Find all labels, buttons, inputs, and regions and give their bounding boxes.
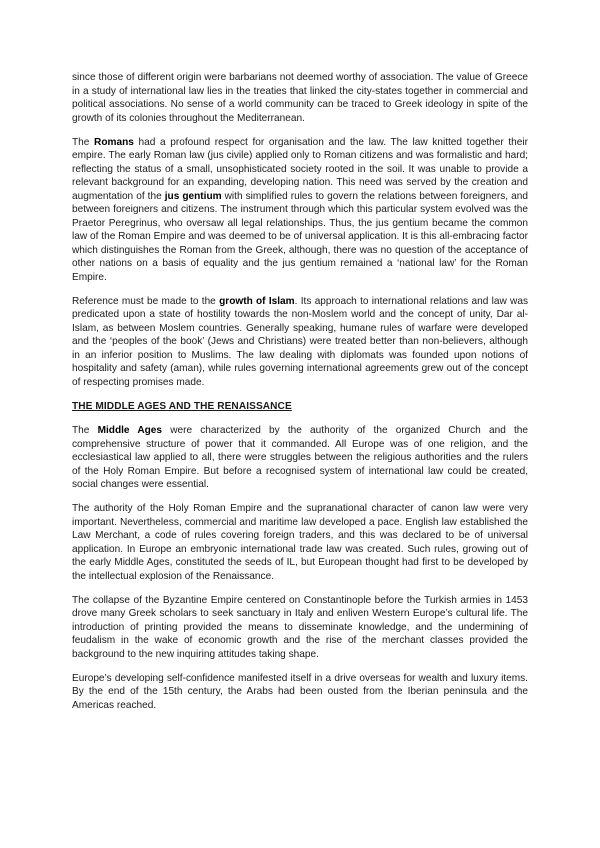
paragraph-europe-expansion: Europe’s developing self-confidence manifested itself in a drive overseas for wealth and luxury items. By the end of the 15th century, the Arabs had been ousted from the Iberian peninsula and the Americas reached.	[72, 672, 528, 711]
paragraph-holy-roman-empire: The authority of the Holy Roman Empire and the supranational character of canon law were very important. Nevertheless, commercial and maritime law developed a pace. English law established the Law Merchant, a code of rules covering foreign traders, and this was declared to be of universal application. In Europe an embryonic international trade law was created. Such rules, growing out of the early Middle Ages, constituted the seeds of IL, but European thought had first to be developed by the intellectual explosion of the Renaissance.	[72, 503, 528, 582]
bold-term-jus-gentium: jus gentium	[164, 190, 222, 202]
paragraph-greece: since those of different origin were barbarians not deemed worthy of association. The value of Greece in a study of international law lies in the treaties that linked the city-states together in commercial and political associations. No sense of a world community can be traced to Greek ideology in spite of the growth of its colonies throughout the Mediterranean.	[72, 72, 528, 124]
paragraph-islam	[72, 295, 528, 390]
text-run: The	[72, 136, 95, 148]
document-body	[72, 71, 528, 723]
text-run: were characterized by the authority of the organized Church and the comprehensive structure of power that it commanded. All Europe was of one religion, and the ecclesiastical law applied to all, there were struggles between the religious authorities and the rulers of the Holy Roman Empire. But before a recognised system of international law could be created, social changes were essential.	[72, 425, 529, 490]
text-run: Reference must be made to the	[72, 295, 220, 307]
bold-term-middle-ages: Middle Ages	[97, 425, 163, 436]
bold-term-romans: Romans	[94, 136, 134, 148]
text-run: The	[72, 425, 98, 436]
text-run: . Its approach to international relations and law was predicated upon a state of hostility towards the non-Moslem world and the concept of unity, Dar al-Islam, as between Moslem countries. Generally speaking, humane rules of warfare were developed and the ‘peoples of the book’ (Jews and Christians) were treated better than non-believers, although in an inferior position to Muslims. The law dealing with diplomats was founded upon notions of hospitality and safety (aman), while rules governing international agreements grew out of the concept of respecting promises made.	[72, 295, 528, 388]
paragraph-romans	[72, 136, 528, 285]
paragraph-middle-ages	[72, 424, 528, 492]
text-run: with simplified rules to govern the relations between foreigners, and between foreigners and citizens. The instrument through which this particular system evolved was the Praetor Peregrinus, who oversaw all legal relationships. Thus, the jus gentium became the common law of the Roman Empire and was deemed to be of universal application. It is this all-embracing factor which distinguishes the Roman from the Greek, although, there was no question of the acceptance of other nations on a basis of equality and the jus gentium remained a ‘national law’ for the Roman Empire.	[72, 190, 528, 283]
section-heading: THE MIDDLE AGES AND THE RENAISSANCE	[72, 400, 292, 412]
paragraph-byzantine-collapse: The collapse of the Byzantine Empire centered on Constantinople before the Turkish armies in 1453 drove many Greek scholars to seek sanctuary in Italy and enliven Western Europe’s cultural life. The introduction of printing provided the means to disseminate knowledge, and the undermining of feudalism in the wake of economic growth and the rise of the merchant classes provided the background to the new inquiring attitudes taking shape.	[72, 594, 528, 660]
text-run: had a profound respect for organisation and the law. The law knitted together their empire. The early Roman law (jus civile) applied only to Roman citizens and was formalistic and hard; reflecting the status of a small, unsophisticated society rooted in the soil. It was unable to provide a relevant background for an expanding, developing nation. This need was served by the creation and augmentation of the	[72, 136, 528, 202]
bold-term-growth-of-islam: growth of Islam	[219, 295, 295, 307]
